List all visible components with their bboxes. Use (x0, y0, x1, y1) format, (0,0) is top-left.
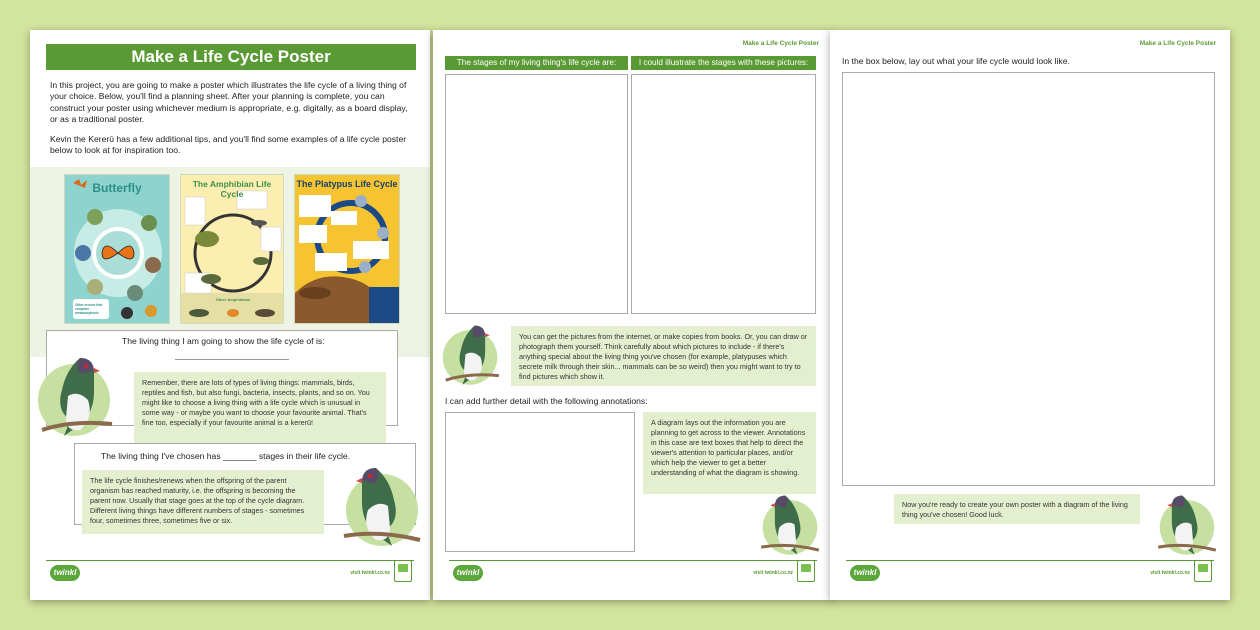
twinkl-logo: twinkl (50, 565, 80, 581)
worksheet-page-3 (830, 30, 1230, 600)
butterfly-poster-caption: Other insects that complete metamorphosis (75, 303, 103, 315)
twinkl-logo: twinkl (850, 565, 880, 581)
kereru-bird-illustration (439, 318, 501, 390)
kereru-bird-illustration (759, 488, 821, 560)
butterfly-poster-illustration (65, 175, 170, 324)
butterfly-poster-title: Butterfly (92, 181, 142, 195)
platypus-poster-thumbnail (294, 174, 400, 324)
footer-divider (449, 560, 817, 561)
page-header: Make a Life Cycle Poster (1139, 40, 1216, 47)
amphibian-poster-title: The Amphibian Life Cycle (192, 179, 272, 199)
intro-paragraph-2: Kevin the Kererū has a few additional tips, and you'll find some examples of a life cycle poster below to look at for inspiration too. (50, 134, 407, 156)
pictures-column-header: I could illustrate the stages with these pictures: (631, 56, 816, 70)
tip-annotations: A diagram lays out the information you are planning to get across to the viewer. Annotations in this case are text boxes that help to direct the viewer's attention to particular places, and/or which help the viewer to get a better understanding of what the diagram is showing. (643, 412, 816, 494)
tip-life-cycle-renewal: The life cycle finishes/renews when the offspring of the parent organism has reached maturity, i.e. the offspring is becoming the parent now. Usually that stage goes at the top of the cycle diagram. Different living things have different numbers of stages - sometimes four, sometimes three, sometimes five or six. (82, 470, 324, 534)
footer-visit-text: visit twinkl.co.nz (350, 570, 390, 576)
platypus-poster-title: The Platypus Life Cycle (296, 179, 398, 189)
footer-visit-text: visit twinkl.co.nz (753, 570, 793, 576)
stages-answer-box[interactable] (445, 74, 628, 314)
kereru-bird-illustration (342, 458, 422, 553)
footer-divider (846, 560, 1214, 561)
stages-column-header: The stages of my living thing's life cycle are: (445, 56, 628, 70)
kereru-bird-illustration (34, 348, 114, 443)
platypus-poster-illustration (295, 175, 400, 324)
kereru-bird-illustration (1156, 488, 1218, 560)
curriculum-badge-icon (797, 560, 815, 582)
amphibian-poster-thumbnail (180, 174, 284, 324)
worksheet-page-1 (30, 30, 430, 600)
footer-divider (46, 560, 414, 561)
twinkl-logo: twinkl (453, 565, 483, 581)
intro-paragraph-1: In this project, you are going to make a poster which illustrates the life cycle of a living thing of your choice. Below, you'll find a planning sheet. After your planning is complete, you can construct your poster using whichever medium is appropriate, e.g. digitally, as a board display, or as a traditional poster. (50, 80, 408, 124)
footer-visit-text: visit twinkl.co.nz (1150, 570, 1190, 576)
tip-finding-pictures: You can get the pictures from the internet, or make copies from books. Or, you can draw or photograph them yourself. Think carefully about which pictures to include - if there's anything special about the living thing you've chosen (for example, platypuses which secrete milk through their skin... mammals can be so weird) then you might want to try to find pictures which show it. (511, 326, 816, 386)
living-thing-label: The living thing I am going to show the life cycle of is: (122, 336, 325, 346)
page-header: Make a Life Cycle Poster (742, 40, 819, 47)
tip-living-things: Remember, there are lots of types of living things: mammals, birds, reptiles and fish, but also fungi, bacteria, insects, plants, and so on. You might like to choose a living thing with a life cycle which is unusual in some way - or maybe you want to choose your favourite animal. That's fine too, especially if your favourite animal is a kererū! (134, 372, 386, 444)
curriculum-badge-icon (394, 560, 412, 582)
pictures-answer-box[interactable] (631, 74, 816, 314)
example-posters-strip (30, 167, 430, 357)
curriculum-badge-icon (1194, 560, 1212, 582)
life-cycle-layout-box[interactable] (842, 72, 1215, 486)
butterfly-poster-thumbnail (64, 174, 170, 324)
stages-count-label: The living thing I've chosen has _______ stages in their life cycle. (101, 451, 351, 461)
layout-label: In the box below, lay out what your life cycle would look like. (842, 56, 1070, 66)
tip-good-luck: Now you're ready to create your own poster with a diagram of the living thing you've chosen! Good luck. (894, 494, 1140, 524)
annotations-label: I can add further detail with the following annotations: (445, 396, 648, 406)
amphibian-poster-caption: Other Amphibians (215, 297, 251, 302)
page-title: Make a Life Cycle Poster (46, 44, 416, 70)
annotations-answer-box[interactable] (445, 412, 635, 552)
worksheet-page-2 (433, 30, 833, 600)
living-thing-answer-line[interactable] (175, 359, 289, 360)
